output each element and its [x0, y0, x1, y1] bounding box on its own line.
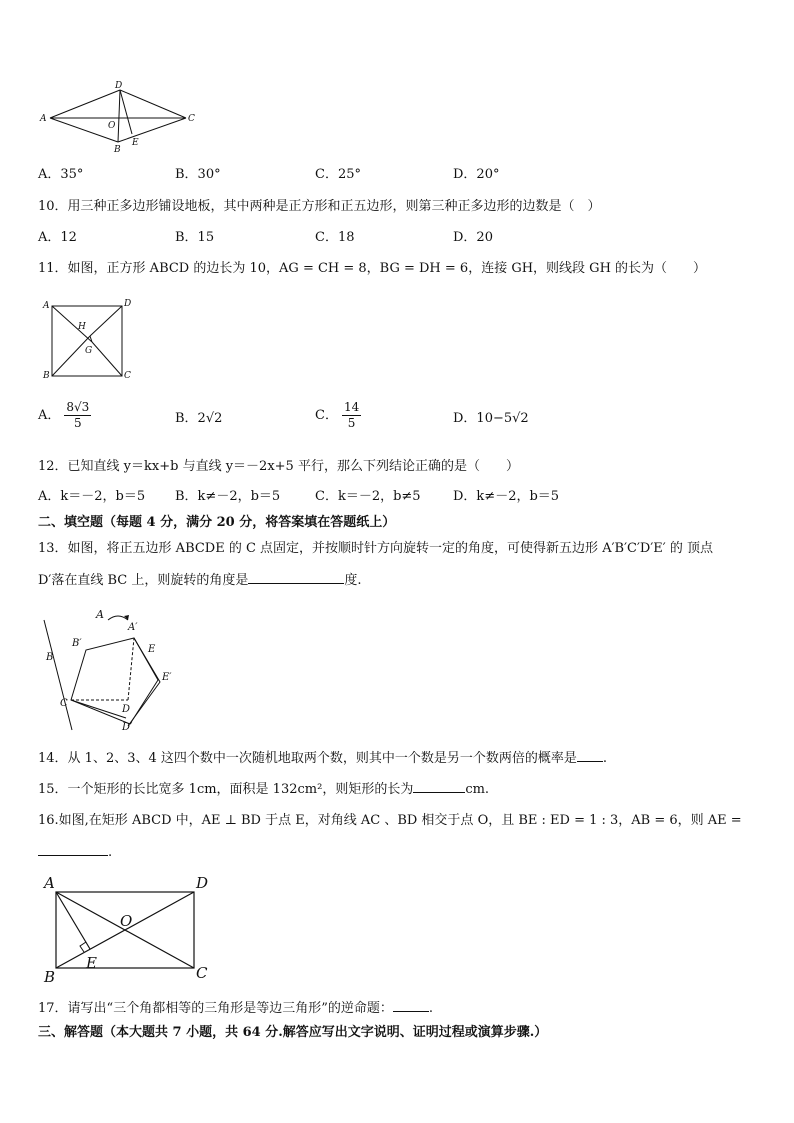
q13-label-b: B	[46, 652, 54, 663]
q16-label-a: A	[44, 874, 55, 892]
section-3-heading: 三、解答题（本大题共 7 小题，共 64 分.解答应写出文字说明、证明过程或演算步骤.）	[38, 1025, 548, 1040]
q11-label-h: H	[78, 322, 86, 332]
q11-option-c-prefix: C．	[315, 408, 338, 423]
q16-label-b: B	[44, 968, 56, 986]
q11-square-figure	[38, 296, 138, 386]
q11-option-c-fraction	[342, 400, 361, 431]
q9-label-a: A	[40, 114, 47, 124]
q11-label-b: B	[43, 371, 50, 381]
q13-line-2-text: D′落在直线 BC 上，则旋转的角度是	[38, 573, 249, 588]
q16-label-c: C	[196, 964, 208, 982]
q11-option-a-num: 8√3	[66, 400, 90, 414]
q9-option-a: A．35°	[38, 167, 84, 182]
q9-rhombus-figure	[38, 81, 198, 155]
q13-label-c: C	[60, 698, 68, 709]
q11-option-a-prefix: A．	[38, 408, 61, 423]
q9-label-d: D	[115, 81, 123, 91]
q11-option-c-den: 5	[347, 416, 356, 430]
q11-option-a-fraction	[64, 400, 91, 431]
q16-end: .	[108, 845, 113, 860]
q15-text: 15．一个矩形的长比宽多 1cm，面积是 132cm²，则矩形的长为	[38, 782, 414, 797]
q9-label-e: E	[132, 138, 139, 148]
q9-label-c: C	[188, 114, 195, 124]
q11-option-d: D．10−5√2	[453, 411, 529, 426]
q13-line-2-end: 度.	[344, 573, 362, 588]
q12-option-b: B．k≠－2，b＝5	[175, 489, 281, 504]
q13-label-a-prime: A′	[128, 622, 138, 633]
q9-option-b: B．30°	[175, 167, 221, 182]
q13-label-e: E	[148, 644, 156, 655]
section-2-heading: 二、填空题（每题 4 分，满分 20 分，将答案填在答题纸上）	[38, 515, 396, 530]
q10-option-b: B．15	[175, 230, 215, 245]
q16-label-e: E	[86, 954, 97, 972]
q11-text: 11．如图，正方形 ABCD 的边长为 10，AG = CH = 8，BG = DH = 6，连接 GH，则线段 GH 的长为（ ）	[38, 261, 707, 276]
q15-answer-blank[interactable]	[413, 780, 465, 793]
q13-label-e-prime: E′	[162, 672, 172, 683]
q13-pentagon-figure	[38, 600, 188, 740]
q10-option-a: A．12	[38, 230, 77, 245]
q9-option-d: D．20°	[453, 167, 500, 182]
q12-option-a: A．k＝－2，b＝5	[38, 489, 146, 504]
q13-line-2	[38, 571, 362, 590]
q11-option-c	[315, 400, 361, 431]
q17-answer-blank[interactable]	[393, 999, 429, 1012]
q14-end: .	[602, 751, 608, 766]
q10-text: 10．用三种正多边形铺设地板，其中两种是正方形和正五边形，则第三种正多边形的边数是（ ）	[38, 199, 601, 214]
q12-option-c: C．k＝－2，b≠5	[315, 489, 421, 504]
q13-label-d: D	[122, 704, 131, 715]
q15-end: cm.	[465, 782, 490, 797]
q14-answer-blank[interactable]	[577, 749, 603, 762]
q16-line-2	[38, 843, 112, 862]
q16-answer-blank[interactable]	[38, 843, 108, 856]
q11-label-g: G	[85, 346, 93, 356]
q16-rectangle-figure	[38, 872, 228, 986]
q13-line-1: 13．如图，将正五边形 ABCDE 的 C 点固定，并按顺时针方向旋转一定的角度，可使得新五边形 A′B′C′D′E′ 的 顶点	[38, 541, 714, 556]
q11-label-c: C	[124, 371, 131, 381]
q11-label-d: D	[124, 299, 132, 309]
q11-option-c-num: 14	[343, 400, 360, 414]
q14-text: 14．从 1、2、3、4 这四个数中一次随机地取两个数，则其中一个数是另一个数两倍的概率是	[38, 751, 577, 766]
q12-text: 12．已知直线 y＝kx+b 与直线 y＝－2x+5 平行，那么下列结论正确的是（ ）	[38, 459, 519, 474]
q10-option-c: C．18	[315, 230, 355, 245]
q16-line-1: 16.如图,在矩形 ABCD 中，AE ⊥ BD 于点 E，对角线 AC 、BD 相交于点 O，且 BE : ED = 1 : 3，AB = 6，则 AE =	[38, 813, 742, 828]
q12-option-d: D．k≠－2，b＝5	[453, 489, 560, 504]
q11-option-b: B．2√2	[175, 411, 223, 426]
q10-option-d: D．20	[453, 230, 493, 245]
q9-option-c: C．25°	[315, 167, 361, 182]
q11-option-a	[38, 400, 91, 431]
q13-answer-blank[interactable]	[248, 571, 344, 584]
q11-label-a: A	[43, 301, 50, 311]
q9-label-b: B	[114, 145, 121, 155]
q15-line	[38, 780, 489, 799]
q9-label-o: O	[108, 121, 116, 131]
q13-label-b-prime: B′	[72, 638, 82, 649]
q16-label-d: D	[196, 874, 209, 892]
q13-label-a: A	[96, 608, 104, 621]
q13-label-d-prime: D′	[122, 722, 133, 733]
q17-text: 17．请写出“三个角都相等的三角形是等边三角形”的逆命题：	[38, 1001, 393, 1016]
q16-label-o: O	[120, 912, 133, 930]
q17-line	[38, 999, 433, 1018]
q14-line	[38, 749, 607, 768]
q11-option-a-den: 5	[74, 416, 82, 430]
q17-end: .	[428, 1001, 433, 1016]
